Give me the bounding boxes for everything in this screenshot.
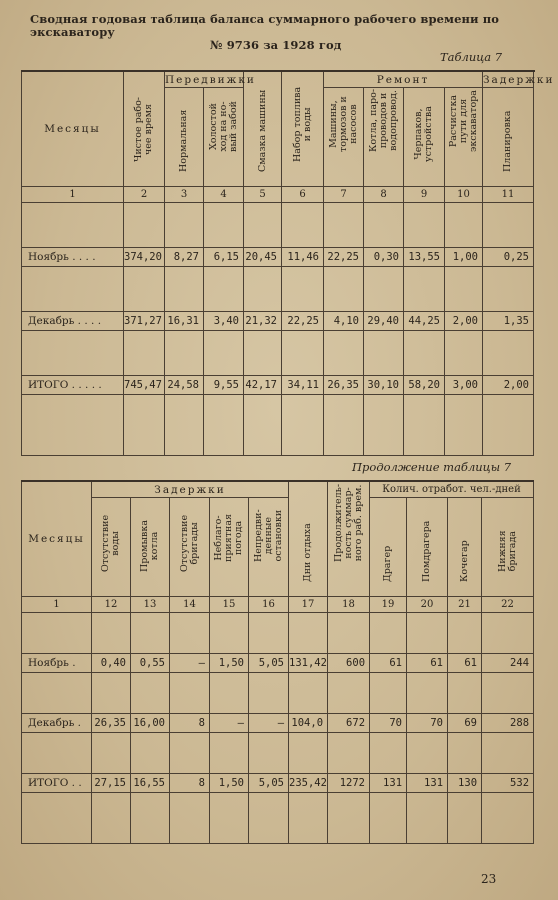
spacer-cell (448, 733, 482, 774)
value-cell: 13,55 (404, 248, 445, 267)
column-number: 6 (282, 187, 324, 203)
value-cell: — (210, 714, 249, 733)
column-number: 11 (483, 187, 534, 203)
value-cell: 61 (370, 654, 407, 673)
column-header-line: Планировка (502, 110, 514, 172)
spacer-row (22, 613, 534, 654)
column-number: 1 (22, 597, 92, 613)
column-header-line: ность суммар- (342, 487, 354, 559)
column-number: 12 (92, 597, 131, 613)
column-header-line: Неблаго- (213, 515, 224, 561)
column-header-line: Кочегар (458, 540, 470, 582)
spacer-cell (289, 613, 328, 654)
value-cell: 130 (448, 774, 482, 793)
spacer-cell (249, 613, 289, 654)
column-header-line: проводов и (377, 92, 389, 149)
spacer-cell (482, 673, 534, 714)
column-number: 10 (445, 187, 483, 203)
spacer-cell (210, 733, 249, 774)
spacer-cell (445, 267, 483, 312)
spacer-cell (22, 395, 124, 456)
spacer-row (22, 395, 534, 456)
column-header-line: ного раб. врем. (352, 484, 364, 562)
spacer-cell (370, 673, 407, 714)
spacer-cell (483, 395, 534, 456)
spacer-cell (482, 793, 534, 844)
column-header-line: остановки (272, 509, 284, 562)
spacer-cell (165, 395, 204, 456)
spacer-row (22, 793, 534, 844)
spacer-cell (131, 613, 170, 654)
value-cell: 0,55 (131, 654, 170, 673)
spacer-cell (448, 613, 482, 654)
column-number: 5 (244, 187, 282, 203)
spacer-row (22, 267, 534, 312)
value-cell: 1272 (328, 774, 370, 793)
column-header (210, 498, 249, 597)
group-header-peredvizhki: Передвижки (165, 71, 244, 88)
spacer-cell (131, 673, 170, 714)
value-cell: 131 (407, 774, 448, 793)
value-cell: 2,00 (483, 376, 534, 395)
value-cell: 1,50 (210, 654, 249, 673)
page-number: 23 (481, 872, 497, 886)
spacer-cell (282, 203, 324, 248)
column-number: 2 (124, 187, 165, 203)
spacer-cell (404, 267, 445, 312)
spacer-cell (407, 793, 448, 844)
value-cell: 745,47 (124, 376, 165, 395)
page-title (30, 13, 530, 52)
column-header-line: Отсутствие (178, 514, 190, 572)
spacer-cell (22, 673, 92, 714)
column-header (289, 481, 328, 597)
column-header-line: Нижняя (496, 530, 508, 572)
value-cell: — (249, 714, 289, 733)
column-number: 13 (131, 597, 170, 613)
spacer-cell (364, 267, 404, 312)
column-header-line: пути для (457, 98, 469, 144)
table-row (22, 714, 534, 733)
value-cell: 3,40 (204, 312, 244, 331)
value-cell: 131,42 (289, 654, 328, 673)
column-header-line: Отсутствие (100, 514, 111, 572)
value-cell: — (170, 654, 210, 673)
spacer-cell (165, 331, 204, 376)
column-header-line: и воды (301, 107, 313, 142)
spacer-cell (124, 331, 165, 376)
column-header-line: Расчистка (447, 94, 459, 148)
column-header-line: Помдрагера (421, 520, 433, 582)
spacer-cell (324, 395, 364, 456)
column-header (448, 498, 482, 597)
column-header-line: Черпаков, (413, 108, 424, 160)
spacer-cell (170, 673, 210, 714)
spacer-cell (370, 613, 407, 654)
value-cell: 8,27 (165, 248, 204, 267)
column-header-line: чее время (143, 104, 154, 155)
group-header-remont: Ремонт (324, 71, 483, 88)
value-cell: 61 (407, 654, 448, 673)
spacer-cell (22, 331, 124, 376)
column-header (165, 88, 204, 187)
spacer-cell (289, 673, 328, 714)
spacer-cell (210, 793, 249, 844)
group-header-kolich: Колич. отработ. чел.-дней (370, 481, 534, 498)
table-row (22, 654, 534, 673)
column-header-line: воды (110, 531, 121, 556)
spacer-cell (324, 331, 364, 376)
column-header-line: ход на но- (217, 101, 229, 152)
month-cell: Ноябрь . (22, 654, 92, 673)
column-header-line: Машины, (327, 100, 339, 148)
spacer-cell (92, 613, 131, 654)
column-header-line: Набор топлива (291, 86, 303, 162)
spacer-cell (249, 733, 289, 774)
spacer-cell (445, 203, 483, 248)
spacer-cell (210, 613, 249, 654)
spacer-row (22, 203, 534, 248)
value-cell: 29,40 (364, 312, 404, 331)
spacer-cell (124, 395, 165, 456)
value-cell: 9,55 (204, 376, 244, 395)
value-cell: 61 (448, 654, 482, 673)
value-cell: 288 (482, 714, 534, 733)
column-number: 8 (364, 187, 404, 203)
spacer-cell (249, 673, 289, 714)
value-cell: 30,10 (364, 376, 404, 395)
column-header-line: Холостой (207, 103, 219, 150)
column-header (364, 88, 404, 187)
column-header (244, 71, 282, 187)
value-cell: 26,35 (92, 714, 131, 733)
spacer-cell (328, 733, 370, 774)
value-cell: 69 (448, 714, 482, 733)
value-cell: 374,20 (124, 248, 165, 267)
spacer-row (22, 733, 534, 774)
spacer-cell (328, 613, 370, 654)
value-cell: 0,40 (92, 654, 131, 673)
spacer-cell (483, 203, 534, 248)
spacer-cell (324, 203, 364, 248)
spacer-cell (165, 203, 204, 248)
column-number: 17 (289, 597, 328, 613)
column-header (328, 481, 370, 597)
column-header (407, 498, 448, 597)
spacer-cell (22, 203, 124, 248)
column-header (249, 498, 289, 597)
spacer-cell (204, 395, 244, 456)
month-cell: Декабрь . . . . (22, 312, 124, 331)
value-cell: 1,35 (483, 312, 534, 331)
spacer-cell (364, 203, 404, 248)
column-header-line: денные (262, 517, 274, 555)
spacer-cell (131, 793, 170, 844)
spacer-cell (404, 395, 445, 456)
column-header (124, 71, 165, 187)
column-header-line: экскаватора (467, 90, 479, 152)
column-header-line: вый забой (227, 101, 239, 152)
month-cell: ИТОГО . . (22, 774, 92, 793)
spacer-cell (482, 733, 534, 774)
spacer-cell (328, 793, 370, 844)
spacer-cell (483, 331, 534, 376)
value-cell: 672 (328, 714, 370, 733)
table-row (22, 248, 534, 267)
spacer-cell (370, 733, 407, 774)
column-header-line: бригады (188, 522, 200, 565)
spacer-row (22, 331, 534, 376)
spacer-cell (22, 733, 92, 774)
column-header-line: Драгер (382, 545, 394, 582)
column-header-line: Смазка машины (256, 89, 268, 172)
months-header: Месяцы (22, 71, 124, 187)
value-cell: 16,55 (131, 774, 170, 793)
group-header-zaderzhki: Задержки (92, 481, 289, 498)
value-cell: 0,25 (483, 248, 534, 267)
column-number: 4 (204, 187, 244, 203)
spacer-row (22, 673, 534, 714)
balance-table-1 (21, 70, 555, 456)
spacer-cell (204, 203, 244, 248)
column-header-line: водопровод. (387, 90, 399, 151)
value-cell: 5,05 (249, 654, 289, 673)
spacer-cell (483, 267, 534, 312)
spacer-cell (448, 673, 482, 714)
spacer-cell (407, 733, 448, 774)
spacer-cell (170, 733, 210, 774)
spacer-cell (249, 793, 289, 844)
spacer-cell (282, 331, 324, 376)
spacer-cell (282, 267, 324, 312)
table-row (22, 312, 534, 331)
value-cell: 42,17 (244, 376, 282, 395)
value-cell: 8 (170, 714, 210, 733)
value-cell: 6,15 (204, 248, 244, 267)
column-header-line: приятная (223, 514, 234, 562)
column-header (131, 498, 170, 597)
column-number: 16 (249, 597, 289, 613)
column-header (204, 88, 244, 187)
value-cell: 104,0 (289, 714, 328, 733)
column-header-line: Чистое рабо- (133, 96, 144, 162)
value-cell: 1,50 (210, 774, 249, 793)
value-cell: 20,45 (244, 248, 282, 267)
spacer-cell (448, 793, 482, 844)
value-cell: 44,25 (404, 312, 445, 331)
spacer-cell (244, 331, 282, 376)
spacer-cell (445, 395, 483, 456)
title-line-1: Сводная годовая таблица баланса суммарного рабочего времени по экскаватору (30, 12, 500, 39)
spacer-cell (324, 267, 364, 312)
table-row (22, 376, 534, 395)
column-number: 21 (448, 597, 482, 613)
spacer-cell (22, 613, 92, 654)
column-header (404, 88, 445, 187)
column-header (170, 498, 210, 597)
column-header-line: Дни отдыха (302, 523, 314, 582)
spacer-cell (407, 613, 448, 654)
title-line-2: № 9736 за 1928 год (210, 38, 342, 52)
group-header-zaderzhki: Задержки (483, 71, 534, 88)
spacer-cell (445, 331, 483, 376)
months-header: Месяцы (22, 481, 92, 597)
value-cell: 0,30 (364, 248, 404, 267)
column-number: 19 (370, 597, 407, 613)
spacer-cell (407, 673, 448, 714)
column-number: 15 (210, 597, 249, 613)
value-cell: 244 (482, 654, 534, 673)
spacer-cell (124, 267, 165, 312)
value-cell: 235,42 (289, 774, 328, 793)
column-header-line: Продолжитель- (332, 483, 344, 562)
column-header-line: бригада (506, 531, 518, 572)
spacer-cell (370, 793, 407, 844)
column-number: 7 (324, 187, 364, 203)
value-cell: 70 (407, 714, 448, 733)
value-cell: 1,00 (445, 248, 483, 267)
spacer-cell (204, 331, 244, 376)
value-cell: 8 (170, 774, 210, 793)
spacer-cell (282, 395, 324, 456)
column-header-line: насосов (347, 104, 359, 144)
value-cell: 22,25 (324, 248, 364, 267)
column-header (483, 88, 534, 187)
spacer-cell (210, 673, 249, 714)
spacer-cell (244, 267, 282, 312)
continuation-label: Продолжение таблицы 7 (352, 460, 512, 474)
column-number: 1 (22, 187, 124, 203)
value-cell: 16,31 (165, 312, 204, 331)
spacer-cell (204, 267, 244, 312)
spacer-cell (170, 793, 210, 844)
value-cell: 11,46 (282, 248, 324, 267)
column-header (482, 498, 534, 597)
value-cell: 22,25 (282, 312, 324, 331)
table-label: Таблица 7 (440, 50, 503, 64)
spacer-cell (404, 331, 445, 376)
value-cell: 2,00 (445, 312, 483, 331)
value-cell: 58,20 (404, 376, 445, 395)
value-cell: 16,00 (131, 714, 170, 733)
column-number: 22 (482, 597, 534, 613)
column-number: 3 (165, 187, 204, 203)
spacer-cell (244, 203, 282, 248)
value-cell: 532 (482, 774, 534, 793)
column-header-line: тормозов и (337, 96, 349, 152)
spacer-cell (364, 395, 404, 456)
month-cell: Ноябрь . . . . (22, 248, 124, 267)
value-cell: 131 (370, 774, 407, 793)
column-number: 9 (404, 187, 445, 203)
value-cell: 4,10 (324, 312, 364, 331)
column-header-line: Промывка (139, 520, 150, 572)
column-header-line: устройства (423, 106, 434, 162)
month-cell: ИТОГО . . . . . (22, 376, 124, 395)
column-header (445, 88, 483, 187)
column-number: 18 (328, 597, 370, 613)
spacer-cell (289, 733, 328, 774)
value-cell: 26,35 (324, 376, 364, 395)
column-header-line: котла (149, 531, 160, 561)
column-header (370, 498, 407, 597)
spacer-cell (92, 673, 131, 714)
value-cell: 3,00 (445, 376, 483, 395)
month-cell: Декабрь . (22, 714, 92, 733)
balance-table-2 (21, 480, 534, 844)
spacer-cell (22, 267, 124, 312)
column-header (92, 498, 131, 597)
spacer-cell (244, 395, 282, 456)
value-cell: 27,15 (92, 774, 131, 793)
column-header-line: Котла, паро- (367, 88, 379, 152)
column-header (282, 71, 324, 187)
column-number: 20 (407, 597, 448, 613)
column-number: 14 (170, 597, 210, 613)
spacer-cell (170, 613, 210, 654)
spacer-cell (165, 267, 204, 312)
value-cell: 24,58 (165, 376, 204, 395)
spacer-cell (92, 733, 131, 774)
table-row (22, 774, 534, 793)
value-cell: 34,11 (282, 376, 324, 395)
spacer-cell (124, 203, 165, 248)
spacer-cell (22, 793, 92, 844)
value-cell: 5,05 (249, 774, 289, 793)
spacer-cell (131, 733, 170, 774)
value-cell: 600 (328, 654, 370, 673)
spacer-cell (328, 673, 370, 714)
column-header-line: Нормальная (178, 109, 189, 172)
spacer-cell (289, 793, 328, 844)
column-header (324, 88, 364, 187)
spacer-cell (482, 613, 534, 654)
spacer-cell (92, 793, 131, 844)
column-header-line: погода (233, 520, 244, 556)
spacer-cell (404, 203, 445, 248)
value-cell: 371,27 (124, 312, 165, 331)
value-cell: 21,32 (244, 312, 282, 331)
column-header-line: Непредви- (252, 509, 264, 562)
value-cell: 70 (370, 714, 407, 733)
spacer-cell (364, 331, 404, 376)
